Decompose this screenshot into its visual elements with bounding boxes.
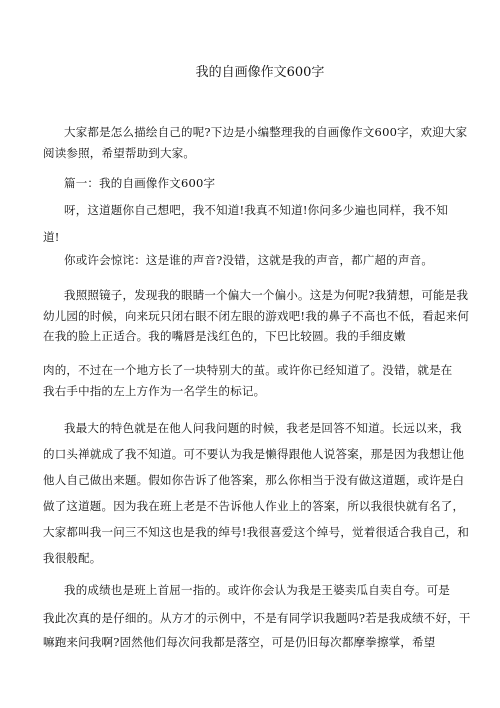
- text-line: 阅读参照，希望帮助到大家。: [43, 146, 196, 160]
- text-line: 肉的，不过在一个地方长了一块特别大的茧。或许你已经知道了。没错，就是在: [43, 363, 453, 377]
- text-line: 幼儿园的时候，向来玩只闭右眼不闭左眼的游戏吧!我的鼻子不高也不低，看起来何: [43, 309, 470, 323]
- text-line: 在我的脸上正适合。我的嘴唇是浅红色的，下巴比较圆。我的手细皮嫩: [43, 329, 406, 343]
- text-line: 大家都叫我一问三不知这也是我的绰号!我很喜爱这个绰号，觉着很适合我自己，和: [43, 525, 470, 539]
- text-line: 的口头禅就成了我不知道。可不要认为我是懒得跟他人说答案，那是因为我想让他: [43, 447, 465, 461]
- text-line: 他人自己做出来题。假如你告诉了他答案，那么你相当于没有做这道题，或许是白: [43, 473, 465, 487]
- document-title: 我的自画像作文600字: [195, 65, 325, 80]
- text-line: 我的成绩也是班上首屈一指的。或许你会认为我是王婆卖瓜自卖自夸。可是: [64, 583, 451, 597]
- section-heading: 篇一：我的自画像作文600字: [64, 176, 216, 190]
- text-line: 嘛跑来问我啊?固然他们每次问我都是落空，可是仍旧每次都摩拳擦掌，希望: [43, 635, 436, 649]
- text-line: 我右手中指的左上方作为一名学生的标记。: [43, 384, 266, 398]
- text-line: 呀，这道题你自己想吧，我不知道!我真不知道!你问多少遍也同样，我不知: [64, 203, 449, 217]
- text-line: 我最大的特色就是在他人问我问题的时候，我老是回答不知道。长远以来，我: [64, 421, 462, 435]
- text-line: 做了这道题。因为我在班上老是不告诉他人作业上的答案，所以我很快就有名了，: [43, 499, 465, 513]
- text-line: 大家都是怎么描绘自己的呢?下边是小编整理我的自画像作文600字，欢迎大家: [64, 125, 468, 139]
- text-line: 我照照镜子，发现我的眼睛一个偏大一个偏小。这是为何呢?我猜想，可能是我: [64, 288, 469, 302]
- text-line: 我此次真的是仔细的。从方才的示例中，不是有同学识我题吗?若是我成绩不好，干: [43, 611, 471, 625]
- text-line: 道!: [43, 230, 60, 244]
- text-line: 我很般配。: [43, 551, 102, 565]
- text-line: 你或许会惊诧：这是谁的声音?没错，这就是我的声音，都广超的声音。: [64, 253, 434, 267]
